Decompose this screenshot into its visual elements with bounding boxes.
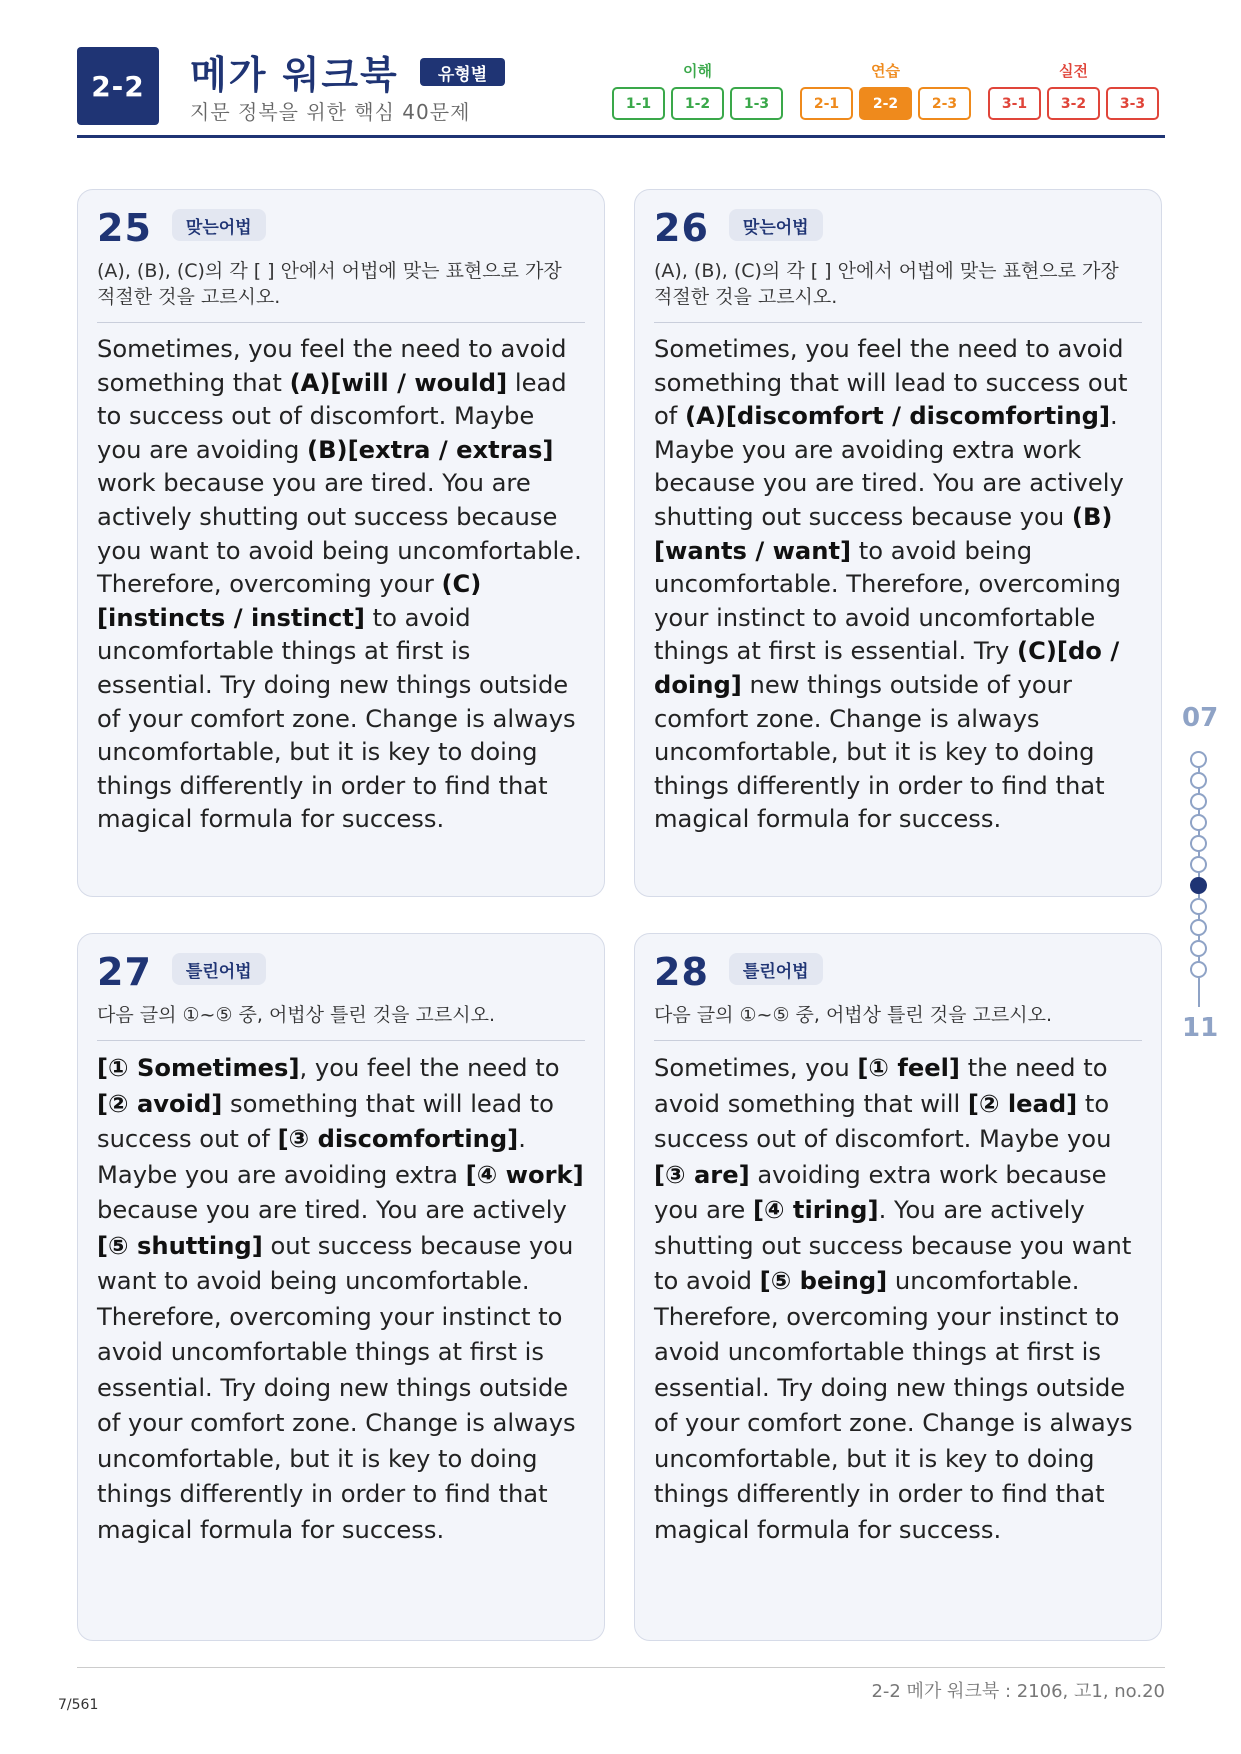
step-button-2-2[interactable]: 2-2 [859,87,912,120]
grammar-choice: (C)[instincts / instinct] [97,570,482,632]
question-tag: 틀린어법 [172,953,266,985]
question-instruction: 다음 글의 ①~⑤ 중, 어법상 틀린 것을 고르시오. [654,1002,1142,1041]
step-button-2-1[interactable]: 2-1 [800,87,853,120]
grammar-choice: [① feel] [857,1054,960,1082]
question-passage [97,333,585,837]
side-nav-dot[interactable] [1190,772,1207,789]
step-group-understand [612,60,783,120]
question-instruction: (A), (B), (C)의 각 [ ] 안에서 어법에 맞는 표현으로 가장 적절한 것을 고르시오. [97,258,585,323]
passage-text: lead to success out of discomfort. Maybe you are avoiding [97,368,567,464]
passage-text: new things outside of your comfort zone. Change is always uncomfortable, but it is key to doing things differently in order to find that magical formula for success. [654,670,1105,834]
step-group-label: 이해 [683,62,712,80]
step-button-1-1[interactable]: 1-1 [612,87,665,120]
question-card-28 [634,933,1162,1641]
passage-text: because you are tired. You are actively [97,1196,567,1224]
side-nav-dot[interactable] [1190,793,1207,810]
step-button-1-3[interactable]: 1-3 [730,87,783,120]
question-card-25 [77,189,605,897]
passage-text: , you feel the need to [299,1054,560,1082]
passage-text: Sometimes, you feel the need to avoid something that will lead to success out of [654,335,1128,431]
grammar-choice: (A)[will / would] [289,368,508,397]
passage-text: avoiding extra work because you are [654,1160,1107,1224]
grammar-choice: [④ tiring] [752,1196,879,1224]
question-instruction: 다음 글의 ①~⑤ 중, 어법상 틀린 것을 고르시오. [97,1002,585,1041]
question-number: 27 [97,950,152,994]
question-tag: 맞는어법 [729,209,823,241]
passage-text: to avoid being uncomfortable. Therefore, overcoming your instinct to avoid uncomfortable things at first is essential. Try [654,536,1121,666]
step-button-1-2[interactable]: 1-2 [671,87,724,120]
side-nav-dot[interactable] [1190,814,1207,831]
side-nav-end: 11 [1182,1013,1219,1043]
grammar-choice: (C)[do / doing] [654,637,1120,699]
passage-text: . Maybe you are avoiding extra [97,1125,526,1189]
passage-text: . Maybe you are avoiding extra work because you are tired. You are actively shutting out success because you [654,402,1124,531]
step-group-label: 연습 [871,62,900,80]
side-nav-dot[interactable] [1190,961,1207,978]
side-nav-dot[interactable] [1190,835,1207,852]
question-card-27 [77,933,605,1641]
type-badge: 유형별 [420,58,505,86]
step-group-real [988,60,1159,120]
question-number: 28 [654,950,709,994]
question-passage [97,1051,585,1548]
page-number: 7/561 [58,1697,99,1713]
grammar-choice: [② lead] [967,1089,1078,1118]
passage-text: Sometimes, you feel the need to avoid something that [97,335,567,397]
grammar-choice: (B)[extra / extras] [307,435,554,464]
grammar-choice: [③ discomforting] [277,1125,519,1153]
grammar-choice: (B)[wants / want] [654,502,1113,565]
step-button-3-2[interactable]: 3-2 [1047,87,1100,120]
page-title: 메가 워크북 [190,53,399,97]
step-button-3-1[interactable]: 3-1 [988,87,1041,120]
passage-text: . You are actively shutting out success because you want to avoid [654,1196,1132,1295]
passage-text: the need to avoid something that will [654,1054,1108,1118]
grammar-choice: (A)[discomfort / discomforting] [685,402,1111,431]
footer-source: 2-2 메가 워크북 : 2106, 고1, no.20 [871,1681,1165,1702]
page-subtitle: 지문 정복을 위한 핵심 40문제 [190,100,471,124]
grammar-choice: [③ are] [654,1160,750,1189]
passage-text: uncomfortable. Therefore, overcoming your instinct to avoid uncomfortable things at first is essential. Try doing new things outside of your comfort zone. Change is always uncomfortable, but it is key to doing things differently in order to find that magical formula for success. [654,1267,1133,1544]
passage-text: Sometimes, you [654,1054,858,1082]
passage-text: out success because you want to avoid being uncomfortable. Therefore, overcoming your instinct to avoid uncomfortable things at first is essential. Try doing new things outside of your comfort zone. Change is always uncomfortable, but it is key to doing things differently in order to find that magical formula for success. [97,1231,576,1544]
step-button-2-3[interactable]: 2-3 [918,87,971,120]
step-group-label: 실전 [1059,62,1088,80]
side-nav-dot[interactable] [1190,898,1207,915]
question-tag: 틀린어법 [729,953,823,985]
question-number: 25 [97,206,152,250]
side-nav-start: 07 [1182,703,1219,733]
question-passage [654,333,1142,837]
question-number: 26 [654,206,709,250]
side-nav-dot-active[interactable] [1190,877,1207,894]
question-card-26 [634,189,1162,897]
side-nav-dot[interactable] [1190,751,1207,768]
footer-divider [77,1667,1165,1668]
grammar-choice: [⑤ being] [759,1267,888,1295]
question-instruction: (A), (B), (C)의 각 [ ] 안에서 어법에 맞는 표현으로 가장 적절한 것을 고르시오. [654,258,1142,323]
passage-text: to avoid uncomfortable things at first is essential. Try doing new things outside of your comfort zone. Change is always uncomfortable, but it is key to doing things differently in order to find that magical formula for success. [97,603,576,834]
side-nav-dot[interactable] [1190,919,1207,936]
grammar-choice: [⑤ shutting] [97,1231,263,1260]
step-group-practice [800,60,971,120]
side-nav-dot[interactable] [1190,940,1207,957]
header-divider [77,135,1165,138]
passage-text: work because you are tired. You are actively shutting out success because you want to avoid being uncomfortable. Therefore, overcoming your [97,469,582,599]
question-passage [654,1051,1142,1548]
grammar-choice: [④ work] [465,1160,584,1189]
step-button-3-3[interactable]: 3-3 [1106,87,1159,120]
grammar-choice: [② avoid] [97,1089,223,1118]
passage-text: to success out of discomfort. Maybe you [654,1089,1112,1153]
passage-text: something that will lead to success out of [97,1089,554,1153]
grammar-choice: [① Sometimes] [97,1054,300,1082]
unit-badge: 2-2 [77,47,159,125]
side-nav-dot[interactable] [1190,856,1207,873]
question-tag: 맞는어법 [172,209,266,241]
